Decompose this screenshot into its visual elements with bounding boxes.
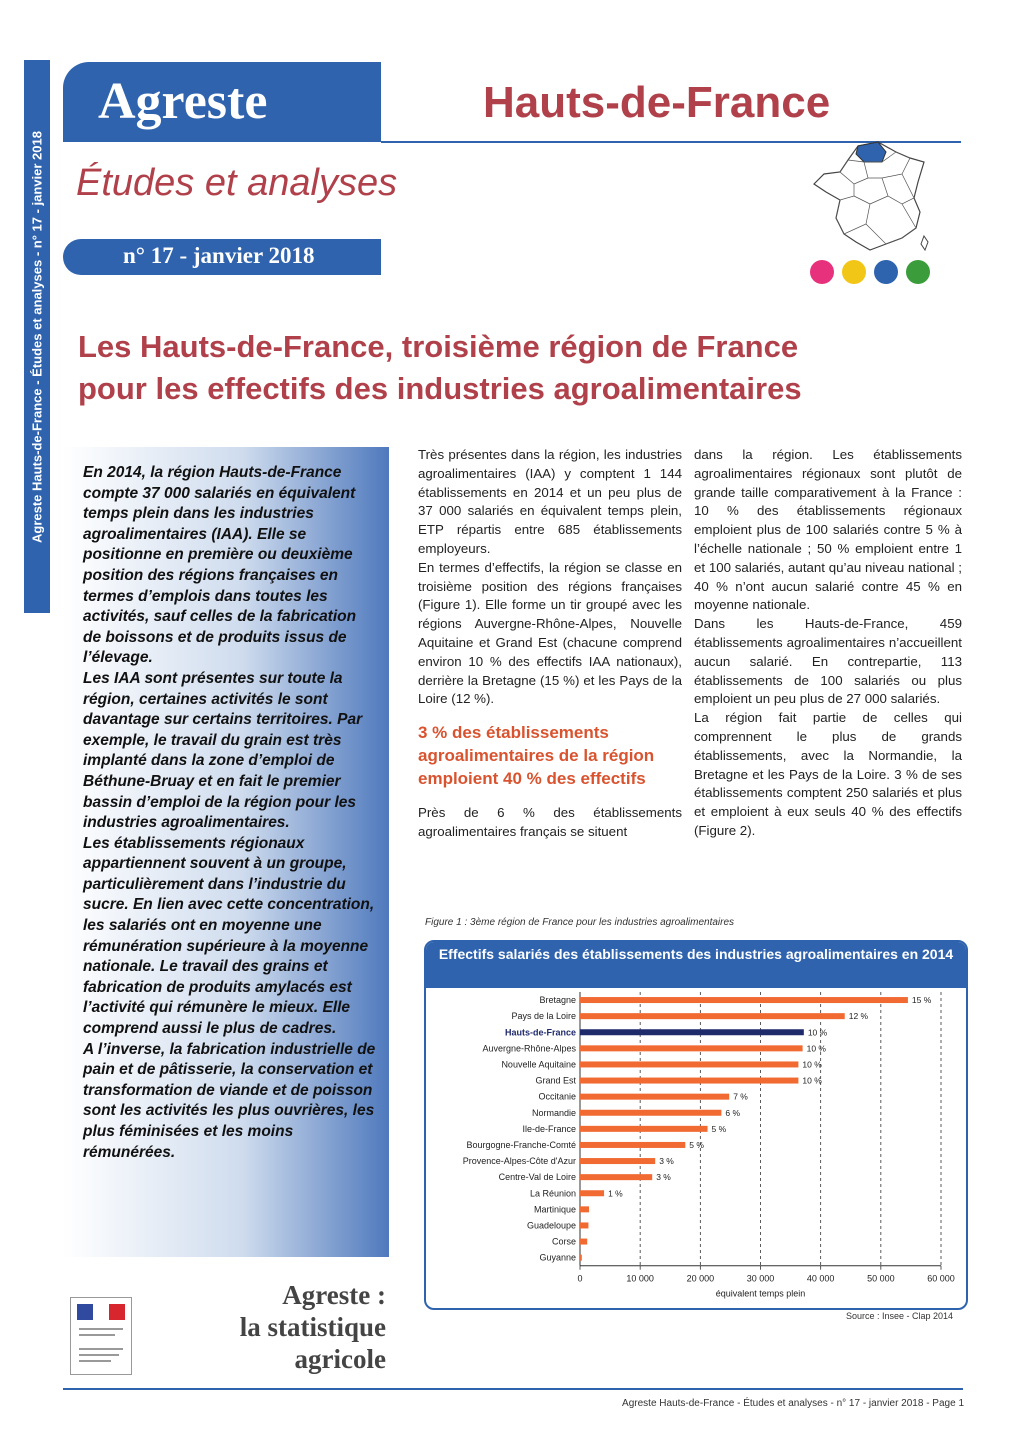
body-paragraph: dans la région. Les établissements agroalimentaires régionaux sont plutôt de grande taille comparativement à la France : 10 % des établissements régionaux emploient plus de 100 salariés contre 5 % à l’échelle nationale ; 50 % emploient entre 1 et 100 salariés, autant qu’au niveau national ; 40 % n’ont aucun salarié contre 45 % en moyenne nationale. (694, 447, 962, 613)
chart-panel (424, 940, 968, 1310)
figure-caption: Figure 1 : 3ème région de France pour les industries agroalimentaires (425, 917, 735, 928)
issue-label: n° 17 - janvier 2018 (123, 243, 315, 268)
bar (580, 1158, 655, 1164)
body-paragraph: La région fait partie de celles qui comprennent le plus de grands établissements, avec la Normandie, la Bretagne et les Pays de la Loire. 3 % de ses établissements comptent 250 salariés et plus et emploient à eux seuls 40 % des effectifs (Figure 2). (694, 710, 962, 838)
side-strip-text: Agreste Hauts-de-France - Études et analyses - n° 17 - janvier 2018 (29, 130, 45, 543)
category-label: Provence-Alpes-Côte d'Azur (462, 1156, 576, 1167)
bar (580, 1142, 685, 1148)
category-label: La Réunion (529, 1188, 576, 1199)
bar (580, 1190, 604, 1196)
bar (580, 1222, 588, 1228)
data-label: 5 % (689, 1139, 704, 1150)
category-label: Occitanie (538, 1091, 576, 1102)
category-label: Hauts-de-France (504, 1027, 576, 1038)
category-label: Bourgogne-Franche-Comté (466, 1139, 576, 1150)
region-title: Hauts-de-France (483, 78, 831, 127)
x-tick-label: 50 000 (867, 1273, 895, 1284)
summary-paragraph: Les établissements régionaux appartiennent souvent à un groupe, particulièrement dans l’industrie du sucre. En lien avec cette concentration, les salariés ont en moyenne une rémunération supérieure à la moyenne nationale. Le travail des grains et fabrication de produits amylacés est l’activité qui rémunère le mieux. Elle comprend aussi le plus de cadres. (83, 834, 375, 1038)
bar (580, 1239, 587, 1245)
ministry-logo (70, 1297, 132, 1375)
brand-line-3: agricole (294, 1344, 386, 1374)
data-label: 10 % (806, 1043, 826, 1054)
category-label: Grand Est (535, 1075, 576, 1086)
bar (580, 1206, 589, 1212)
page-footer: Agreste Hauts-de-France - Études et analyses - n° 17 - janvier 2018 - Page 1 (622, 1398, 964, 1409)
brand-line-1: Agreste : (282, 1280, 386, 1310)
bar (580, 1013, 845, 1019)
data-label: 5 % (711, 1123, 727, 1134)
color-dot-green (906, 260, 930, 284)
summary-paragraph: Les IAA sont présentes sur toute la région, certaines activités le sont davantage sur certains territoires. Par exemple, le travail du grain est très implanté dans la zone d’emploi de Béthune-Bruay et en fait le premier bassin d’emploi de la région pour les industries agroalimentaires. (83, 669, 363, 832)
x-tick-label: 10 000 (626, 1273, 654, 1284)
x-axis-title: équivalent temps plein (715, 1288, 806, 1299)
color-dot-yellow (842, 260, 866, 284)
bar (580, 1045, 803, 1051)
category-label: Guadeloupe (526, 1220, 576, 1231)
bar (580, 1078, 798, 1084)
agreste-logo-text: Agreste (98, 73, 268, 130)
data-label: 6 % (725, 1107, 741, 1118)
summary-box (63, 447, 389, 1257)
bar (580, 1110, 721, 1116)
category-label: Bretagne (539, 995, 576, 1006)
data-label: 3 % (659, 1156, 674, 1167)
body-paragraph: Dans les Hauts-de-France, 459 établissements agroalimentaires n’accueillent aucun salarié. En contrepartie, 113 établissements de 100 salariés ou plus emploient un peu plus de 27 000 salariés. (694, 616, 962, 707)
body-paragraph: Près de 6 % des établissements agroalimentaires français se situent (418, 805, 682, 839)
agreste-logo (63, 62, 381, 142)
section-subheading: 3 % des établissements agroalimentaires de la région emploient 40 % des effectifs (418, 723, 655, 789)
data-label: 10 % (802, 1059, 822, 1070)
body-paragraph: En termes d’effectifs, la région se classe en troisième position des régions françaises (Figure 1). Elle forme un tir groupé avec les régions Auvergne-Rhône-Alpes, Nouvelle Aquitaine et Grand Est (chacune comprend environ 10 % des effectifs IAA nationaux), derrière la Bretagne (15 %) et les Pays de la Loire (12 %). (418, 559, 682, 707)
bar (580, 1126, 708, 1132)
category-label: Ile-de-France (522, 1123, 576, 1134)
category-label: Pays de la Loire (511, 1011, 576, 1022)
summary-paragraph: A l’inverse, la fabrication industrielle de pain et de pâtisserie, la conservation et transformation de viande et de poisson sont les activités les plus ouvrières, les plus féminisées et les moins rémunérées. (83, 1040, 376, 1161)
french-flag-icon (77, 1304, 125, 1320)
color-dot-blue (874, 260, 898, 284)
brand-line-2: la statistique (239, 1312, 386, 1342)
body-paragraph: Très présentes dans la région, les industries agroalimentaires (IAA) y comptent 1 144 établissements en 2014 et un peu plus de 37 000 salariés en équivalent temps plein, ETP répartis entre 685 établissements employeurs. (418, 447, 682, 556)
category-label: Normandie (531, 1107, 576, 1118)
headline-line-1: Les Hauts-de-France, troisième région de France (78, 329, 799, 364)
bar (580, 997, 908, 1003)
category-label: Nouvelle Aquitaine (501, 1059, 576, 1070)
footer-divider (63, 1388, 963, 1390)
data-label: 12 % (848, 1011, 869, 1022)
chart-title: Effectifs salariés des établissements des industries agroalimentaires en 2014 (426, 942, 966, 988)
x-tick-label: 0 (577, 1273, 583, 1284)
x-tick-label: 20 000 (686, 1273, 715, 1284)
issue-banner (63, 239, 381, 275)
x-tick-label: 60 000 (927, 1273, 955, 1284)
data-label: 10 % (807, 1027, 828, 1038)
data-label: 10 % (802, 1075, 822, 1086)
summary-text (83, 463, 378, 1163)
data-label: 1 % (608, 1188, 623, 1199)
bar (580, 1029, 804, 1035)
article-headline (78, 326, 958, 410)
bar-chart (426, 984, 966, 1308)
side-strip (24, 60, 50, 613)
category-label: Corse (551, 1236, 576, 1247)
data-label: 3 % (656, 1172, 671, 1183)
data-label: 7 % (733, 1091, 748, 1102)
data-label: 15 % (911, 995, 932, 1006)
body-column-1 (418, 446, 682, 842)
category-label: Auvergne-Rhône-Alpes (482, 1043, 576, 1054)
headline-line-2: pour les effectifs des industries agroalimentaires (78, 371, 802, 406)
bar (580, 1061, 798, 1067)
summary-paragraph: En 2014, la région Hauts-de-France compte 37 000 salariés en équivalent temps plein dans les industries agroalimentaires (IAA). Elle se positionne en première ou deuxième position des régions françaises en termes d’emplois dans toutes les activités, sauf celles de la fabrication de boissons et de produits issus de l’élevage. (83, 464, 357, 667)
category-label: Guyanne (539, 1252, 576, 1263)
category-label: Centre-Val de Loire (498, 1172, 576, 1183)
france-map-icon (806, 138, 936, 258)
x-tick-label: 40 000 (806, 1273, 835, 1284)
body-column-2 (694, 446, 962, 841)
bar (580, 1255, 582, 1261)
color-dot-pink (810, 260, 834, 284)
bar (580, 1094, 729, 1100)
bar (580, 1174, 652, 1180)
series-title: Études et analyses (76, 162, 398, 204)
x-tick-label: 30 000 (746, 1273, 775, 1284)
agreste-brand-block (150, 1279, 386, 1375)
category-label: Martinique (533, 1204, 576, 1215)
figure-source: Source : Insee - Clap 2014 (846, 1311, 954, 1321)
